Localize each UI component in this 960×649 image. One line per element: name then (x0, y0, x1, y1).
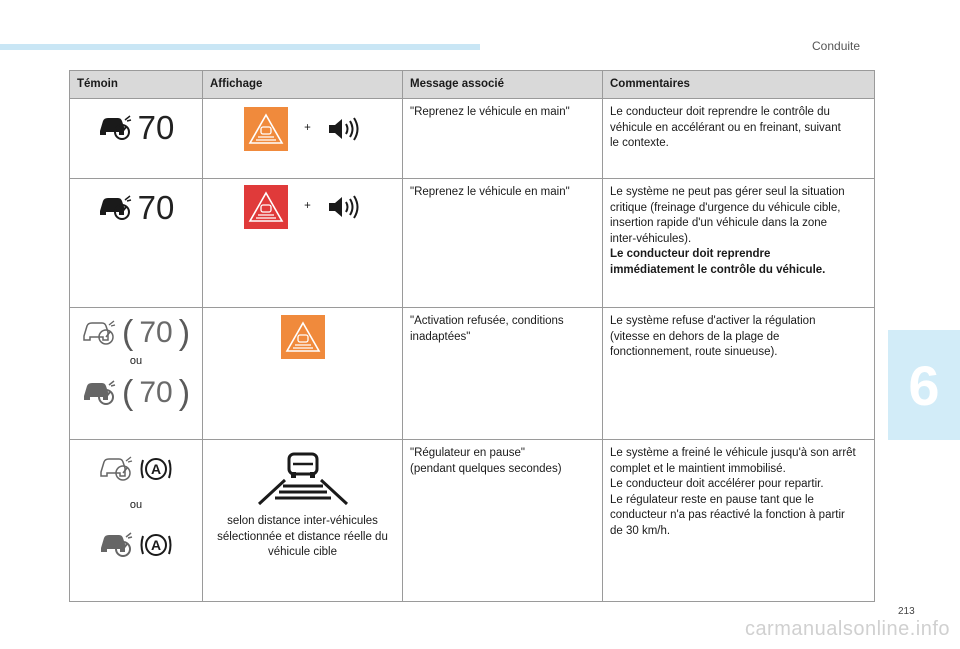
car-radar-gray-icon (82, 380, 116, 406)
comment-cell (603, 308, 875, 440)
auto-hold-letter: A (150, 536, 162, 553)
auto-hold-icon (139, 454, 173, 484)
comment-line: Le conducteur doit reprendre le contrôle du (610, 106, 830, 118)
indicator-table (69, 70, 875, 602)
or-label: ou (129, 499, 143, 511)
collision-alert-icon (281, 315, 325, 359)
plus-sign: + (304, 200, 311, 213)
section-title: Conduite (812, 39, 861, 53)
top-accent-bar (0, 44, 480, 50)
right-paren-icon: ) (178, 314, 191, 352)
note-line: selon distance inter-véhicules (227, 515, 378, 527)
message-line: inadaptées" (410, 330, 471, 343)
message-line: "Activation refusée, conditions (410, 315, 564, 327)
car-radar-icon (98, 115, 132, 141)
affichage-cell (203, 179, 403, 308)
note-line: véhicule cible (267, 546, 338, 558)
column-header-temoin: Témoin (70, 71, 203, 99)
note-line: sélectionnée et distance réelle du (217, 530, 388, 543)
vehicle-distance-icon (255, 450, 351, 506)
collision-alert-icon (244, 185, 288, 229)
message-cell (403, 99, 603, 179)
message-cell (403, 179, 603, 308)
comment-line: complet et le maintient immobilisé. (610, 462, 786, 475)
speaker-icon (327, 194, 361, 220)
car-radar-icon (98, 195, 132, 221)
message-line: "Régulateur en pause" (410, 447, 525, 459)
speed-value: 70 (137, 189, 175, 226)
message-line: (pendant quelques secondes) (410, 462, 562, 475)
comment-line: conducteur n'a pas réactivé la fonction à partir (610, 509, 845, 521)
table-row (70, 179, 875, 308)
column-header-message: Message associé (403, 71, 603, 99)
comment-line: Le système ne peut pas gérer seul la situation (610, 186, 845, 198)
chapter-tab (888, 330, 960, 440)
message-text: "Reprenez le véhicule en main" (410, 106, 570, 118)
speed-value: 70 (139, 316, 173, 349)
comment-cell (603, 440, 875, 602)
comment-bold-line: Le conducteur doit reprendre (610, 248, 771, 260)
message-cell (403, 308, 603, 440)
comment-cell (603, 99, 875, 179)
chapter-number: 6 (908, 353, 940, 417)
auto-hold-icon (139, 530, 173, 560)
comment-bold-line: immédiatement le contrôle du véhicule. (610, 263, 826, 276)
left-paren-icon: ( (121, 314, 134, 352)
table-row (70, 99, 875, 179)
plus-sign: + (304, 122, 311, 135)
table-row (70, 308, 875, 440)
temoin-cell (70, 99, 203, 179)
comment-line: Le conducteur doit accélérer pour repartir. (610, 478, 824, 490)
comment-line: insertion rapide d'un véhicule dans la zone (610, 217, 828, 229)
speed-value: 70 (137, 109, 175, 146)
auto-hold-letter: A (150, 461, 162, 477)
affichage-note (210, 514, 395, 561)
right-paren-icon: ) (178, 373, 191, 412)
table-row (70, 440, 875, 602)
temoin-cell (70, 308, 203, 440)
comment-line: Le système a freiné le véhicule jusqu'à son arrêt (610, 447, 856, 459)
comment-line: Le régulateur reste en pause tant que le (610, 493, 814, 506)
or-label: ou (129, 355, 143, 367)
left-paren-icon: ( (121, 373, 134, 412)
comment-line: le contexte. (610, 137, 669, 149)
collision-alert-icon (244, 107, 288, 151)
speaker-icon (327, 116, 361, 142)
message-text: "Reprenez le véhicule en main" (410, 186, 570, 198)
table-header-row (70, 71, 875, 99)
page-number: 213 (898, 606, 915, 617)
affichage-cell (203, 308, 403, 440)
temoin-cell (70, 179, 203, 308)
temoin-cell (70, 440, 203, 602)
car-radar-gray-icon (99, 532, 133, 558)
comment-line: véhicule en accélérant ou en freinant, suivant (610, 121, 841, 134)
comment-cell (603, 179, 875, 308)
affichage-cell (203, 99, 403, 179)
comment-line: fonctionnement, route sinueuse). (610, 346, 778, 358)
column-header-affichage: Affichage (203, 71, 403, 99)
car-radar-outline-icon (99, 456, 133, 482)
column-header-commentaires: Commentaires (603, 71, 875, 99)
comment-line: (vitesse en dehors de la plage de (610, 330, 780, 343)
car-radar-outline-icon (82, 320, 116, 346)
comment-line: inter-véhicules). (610, 232, 692, 245)
comment-line: Le système refuse d'activer la régulation (610, 315, 816, 327)
comment-line: de 30 km/h. (610, 524, 671, 537)
speed-value: 70 (139, 375, 173, 409)
message-cell (403, 440, 603, 602)
watermark: carmanualsonline.info (744, 618, 950, 640)
comment-line: critique (freinage d'urgence du véhicule cible, (610, 201, 841, 214)
affichage-cell (203, 440, 403, 602)
